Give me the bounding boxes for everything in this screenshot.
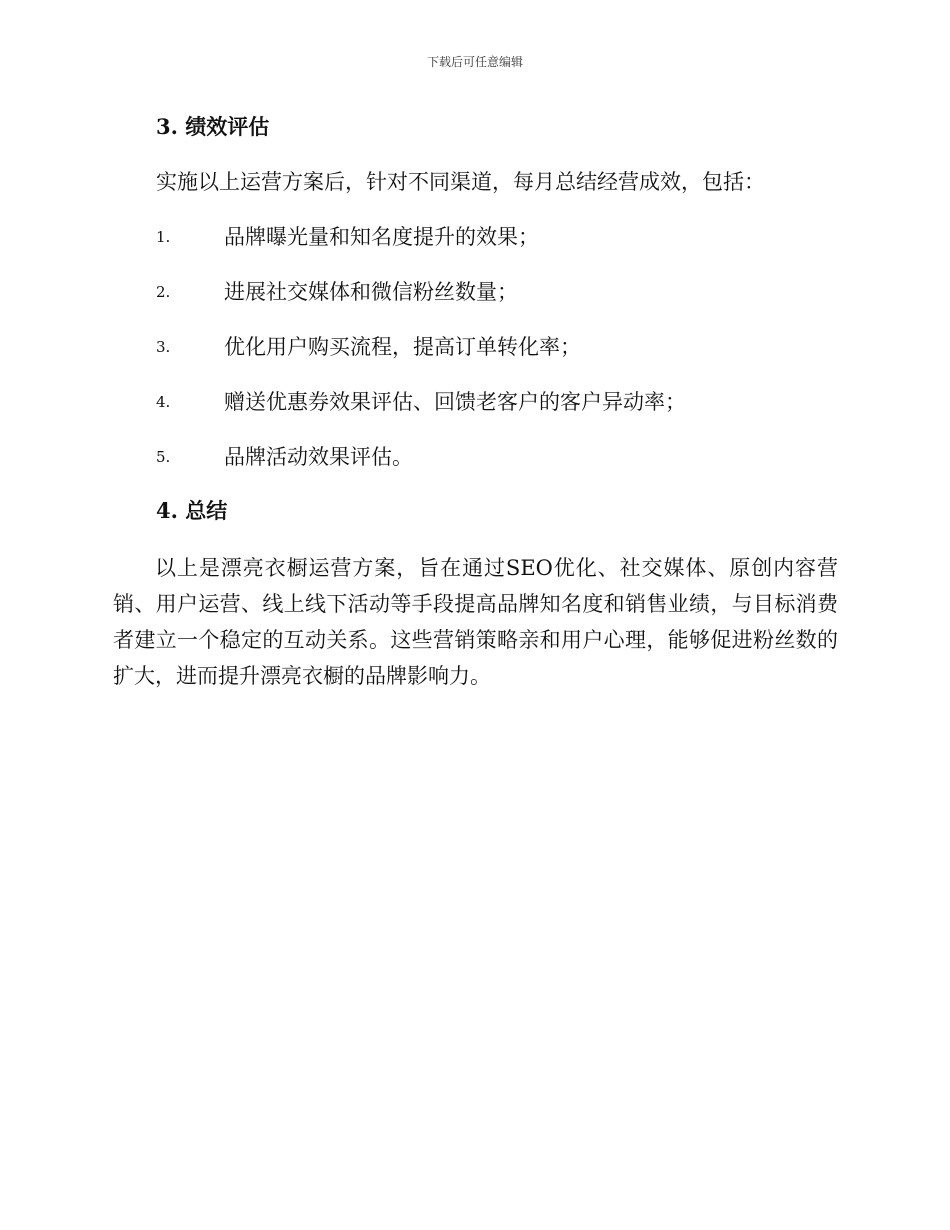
list-item-number: 5.	[156, 448, 171, 466]
list-item-number: 1.	[156, 228, 171, 246]
section-heading-summary: 4. 总结	[156, 498, 228, 523]
list-item-number: 4.	[156, 393, 171, 411]
list-item-text: 优化用户购买流程，提高订单转化率；	[224, 335, 581, 359]
page-header: 下载后可任意编辑	[426, 55, 523, 69]
list-item-text: 品牌活动效果评估。	[224, 445, 413, 469]
section-intro: 实施以上运营方案后，针对不同渠道，每月总结经营成效，包括：	[156, 170, 765, 194]
list-item-text: 进展社交媒体和微信粉丝数量；	[224, 280, 518, 304]
list-item-text: 品牌曝光量和知名度提升的效果；	[224, 225, 539, 249]
list-item-number: 3.	[156, 338, 171, 356]
section-heading-performance: 3. 绩效评估	[156, 114, 270, 139]
list-item-number: 2.	[156, 283, 171, 301]
list-item-text: 赠送优惠券效果评估、回馈老客户的客户异动率；	[224, 390, 686, 414]
summary-paragraph: 以上是漂亮衣橱运营方案，旨在通过SEO优化、社交媒体、原创内容营销、用户运营、线上线下活动等手段提高品牌知名度和销售业绩，与目标消费者建立一个稳定的互动关系。这些营销策略亲和用户心理，能够促进粉丝数的扩大，进而提升漂亮衣橱的品牌影响力。	[113, 556, 838, 688]
